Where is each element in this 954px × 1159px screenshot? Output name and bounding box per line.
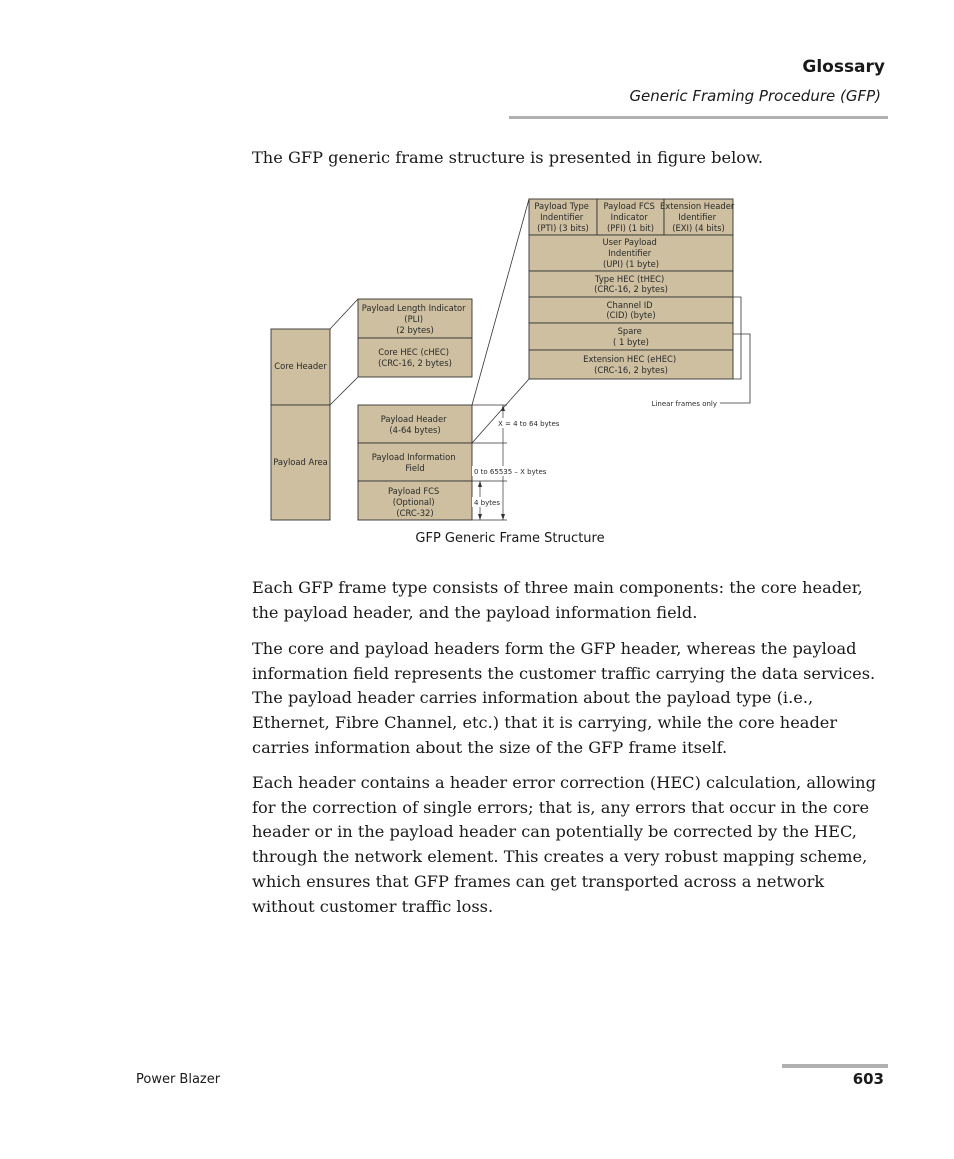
running-header-subtitle: Generic Framing Procedure (GFP)	[629, 87, 881, 105]
page-number: 603	[852, 1070, 884, 1088]
body-paragraph: The core and payload headers form the GFP header, whereas the payload information field represents the customer traffic carrying the data services. The payload header carries information about the payload type (i.e., Ethernet, Fibre Channel, etc.) that it is carrying, while the core header carries information about the size of the GFP frame itself.	[252, 639, 876, 757]
running-header-title: Glossary	[802, 57, 885, 77]
chec-field-label: Core HEC (cHEC) (CRC-16, 2 bytes)	[378, 347, 452, 368]
payload-information-field	[358, 443, 472, 481]
gfp-frame-structure-figure	[0, 0, 954, 560]
info-size-annotation: 0 to 65535 – X bytes	[474, 468, 547, 476]
fcs-size-annotation: 4 bytes	[474, 499, 500, 507]
header-size-annotation: X = 4 to 64 bytes	[498, 420, 560, 428]
pfi-field-label: Payload FCS Indicator (PFI) (1 bit)	[603, 201, 655, 233]
payload-area-label: Payload Area	[273, 457, 328, 467]
payload-header-field-label: Payload Header (4-64 bytes)	[380, 414, 447, 435]
payload-information-field-label: Payload Information Field	[371, 452, 456, 473]
body-paragraph: Each GFP frame type consists of three main components: the core header, the payload header, and the payload information field.	[252, 578, 863, 622]
body-paragraph: Each header contains a header error correction (HEC) calculation, allowing for the correction of single errors; that is, any errors that occur in the core header or in the payload header can potentially be corrected by the HEC, through the network element. This creates a very robust mapping scheme, which ensures that GFP frames can get transported across a network without customer traffic loss.	[252, 773, 876, 916]
figure-caption: GFP Generic Frame Structure	[415, 531, 605, 546]
footer-product-name: Power Blazer	[136, 1072, 221, 1087]
footer-rule	[782, 1064, 888, 1068]
payload-fcs-field-label: Payload FCS (Optional) (CRC-32)	[388, 486, 440, 518]
pti-field-label: Payload Type Indentifier (PTI) (3 bits)	[534, 201, 589, 233]
pli-field-label: Payload Length Indicator (PLI) (2 bytes)	[361, 303, 466, 335]
payload-header-field	[358, 405, 472, 443]
spare-field-label: Spare ( 1 byte)	[613, 326, 649, 347]
exi-field-label: Extension Header Identifier (EXI) (4 bits)	[660, 201, 735, 233]
intro-paragraph: The GFP generic frame structure is presented in figure below.	[252, 148, 764, 167]
cid-field-label: Channel ID (CID) (byte)	[606, 300, 656, 320]
upi-field-label: User Payload Indentifier (UPI) (1 byte)	[602, 237, 660, 269]
core-header-label: Core Header	[274, 361, 327, 371]
ehec-field-label: Extension HEC (eHEC) (CRC-16, 2 bytes)	[583, 354, 677, 375]
thec-field-label: Type HEC (tHEC) (CRC-16, 2 bytes)	[594, 274, 668, 294]
linear-frames-note: Linear frames only	[651, 400, 717, 408]
